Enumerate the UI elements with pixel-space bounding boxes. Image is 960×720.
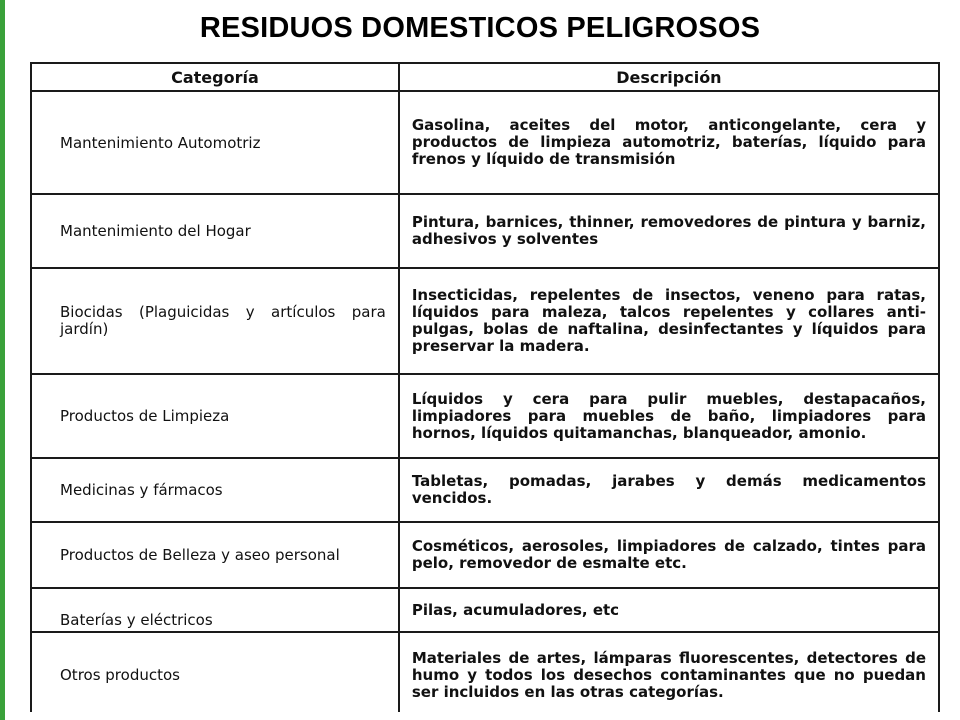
description-cell: Pilas, acumuladores, etc — [399, 588, 939, 632]
accent-bar — [0, 0, 5, 720]
table-row — [31, 458, 939, 522]
table-row — [31, 522, 939, 588]
description-cell: Insecticidas, repelentes de insectos, veneno para ratas, líquidos para maleza, talcos repelentes y collares anti-pulgas, bolas de naftalina, desinfectantes y líquidos para preservar la madera. — [399, 268, 939, 374]
description-cell: Tabletas, pomadas, jarabes y demás medicamentos vencidos. — [399, 458, 939, 522]
category-cell: Mantenimiento Automotriz — [31, 91, 399, 194]
category-cell: Otros productos — [31, 632, 399, 712]
description-cell: Cosméticos, aerosoles, limpiadores de calzado, tintes para pelo, removedor de esmalte etc. — [399, 522, 939, 588]
description-cell: Pintura, barnices, thinner, removedores de pintura y barniz, adhesivos y solventes — [399, 194, 939, 268]
table-row — [31, 91, 939, 194]
category-cell: Medicinas y fármacos — [31, 458, 399, 522]
residuos-table-container — [30, 62, 940, 712]
table-row — [31, 588, 939, 632]
category-cell: Mantenimiento del Hogar — [31, 194, 399, 268]
header-category: Categoría — [31, 63, 399, 91]
table-row — [31, 374, 939, 458]
description-cell: Líquidos y cera para pulir muebles, destapacaños, limpiadores para muebles de baño, limpiadores para hornos, líquidos quitamanchas, blanqueador, amonio. — [399, 374, 939, 458]
description-cell: Materiales de artes, lámparas fluorescentes, detectores de humo y todos los desechos contaminantes que no puedan ser incluidos en las otras categorías. — [399, 632, 939, 712]
table-row — [31, 268, 939, 374]
table-row — [31, 194, 939, 268]
page-title: RESIDUOS DOMESTICOS PELIGROSOS — [199, 12, 761, 44]
table-header-row — [31, 63, 939, 91]
residuos-table — [30, 62, 940, 712]
category-cell: Productos de Limpieza — [31, 374, 399, 458]
header-description: Descripción — [399, 63, 939, 91]
category-cell: Baterías y eléctricos — [31, 588, 399, 632]
category-cell: Productos de Belleza y aseo personal — [31, 522, 399, 588]
table-row — [31, 632, 939, 712]
description-cell: Gasolina, aceites del motor, anticongelante, cera y productos de limpieza automotriz, baterías, líquido para frenos y líquido de transmisión — [399, 91, 939, 194]
category-cell: Biocidas (Plaguicidas y artículos para jardín) — [31, 268, 399, 374]
